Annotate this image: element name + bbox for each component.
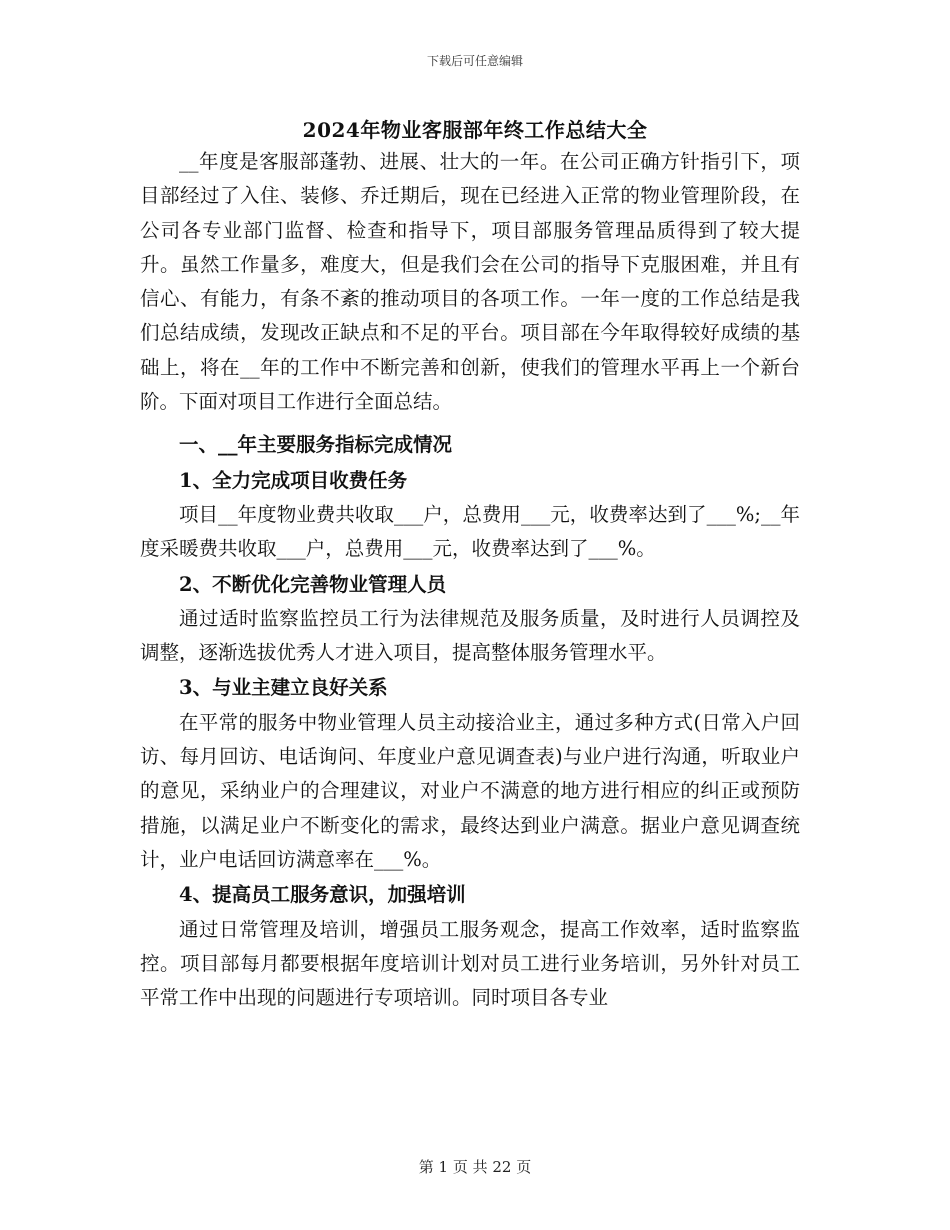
subsection-paragraph: 在平常的服务中物业管理人员主动接洽业主，通过多种方式(日常入户回访、每月回访、电话询问、年度业户意见调查表)与业户进行沟通，听取业户的意见，采纳业户的合理建议，对业户不满意的地方进行相应的纠正或预防措施，以满足业户不断变化的需求，最终达到业户满意。据业户意见调查统计，业户电话回访满意率在___%。 (140, 710, 800, 871)
subsection-paragraph: 通过日常管理及培训，增强员工服务观念，提高工作效率，适时监察监控。项目部每月都要根据年度培训计划对员工进行业务培训，另外针对员工平常工作中出现的问题进行专项培训。同时项目各专业 (140, 917, 800, 1010)
document-body (140, 145, 800, 1015)
subsection-heading: 1、全力完成项目收费任务 (179, 468, 408, 492)
subsection-paragraph: 项目__年度物业费共收取___户，总费用___元，收费率达到了___%;__年度采暖费共收取___户，总费用___元，收费率达到了___%。 (140, 502, 800, 561)
subsection-heading: 3、与业主建立良好关系 (179, 676, 388, 700)
subsection-heading: 2、不断优化完善物业管理人员 (179, 572, 447, 596)
subsection-paragraph: 通过适时监察监控员工行为法律规范及服务质量，及时进行人员调控及调整，逐渐选拔优秀人才进入项目，提高整体服务管理水平。 (140, 606, 800, 665)
page-number: 第 1 页 共 22 页 (418, 1158, 532, 1176)
intro-paragraph: __年度是客服部蓬勃、进展、壮大的一年。在公司正确方针指引下，项目部经过了入住、装修、乔迁期后，现在已经进入正常的物业管理阶段，在公司各专业部门监督、检查和指导下，项目部服务管理品质得到了较大提升。虽然工作量多，难度大，但是我们会在公司的指导下克服困难，并且有信心、有能力，有条不紊的推动项目的各项工作。一年一度的工作总结是我们总结成绩，发现改正缺点和不足的平台。项目部在今年取得较好成绩的基础上，将在__年的工作中不断完善和创新，使我们的管理水平再上一个新台阶。下面对项目工作进行全面总结。 (140, 150, 800, 414)
subsection-heading: 4、提高员工服务意识，加强培训 (179, 883, 466, 907)
page-header-note: 下载后可任意编辑 (426, 54, 523, 68)
section-heading: 一、__年主要服务指标完成情况 (179, 433, 453, 457)
document-title: 2024年物业客服部年终工作总结大全 (302, 118, 648, 142)
